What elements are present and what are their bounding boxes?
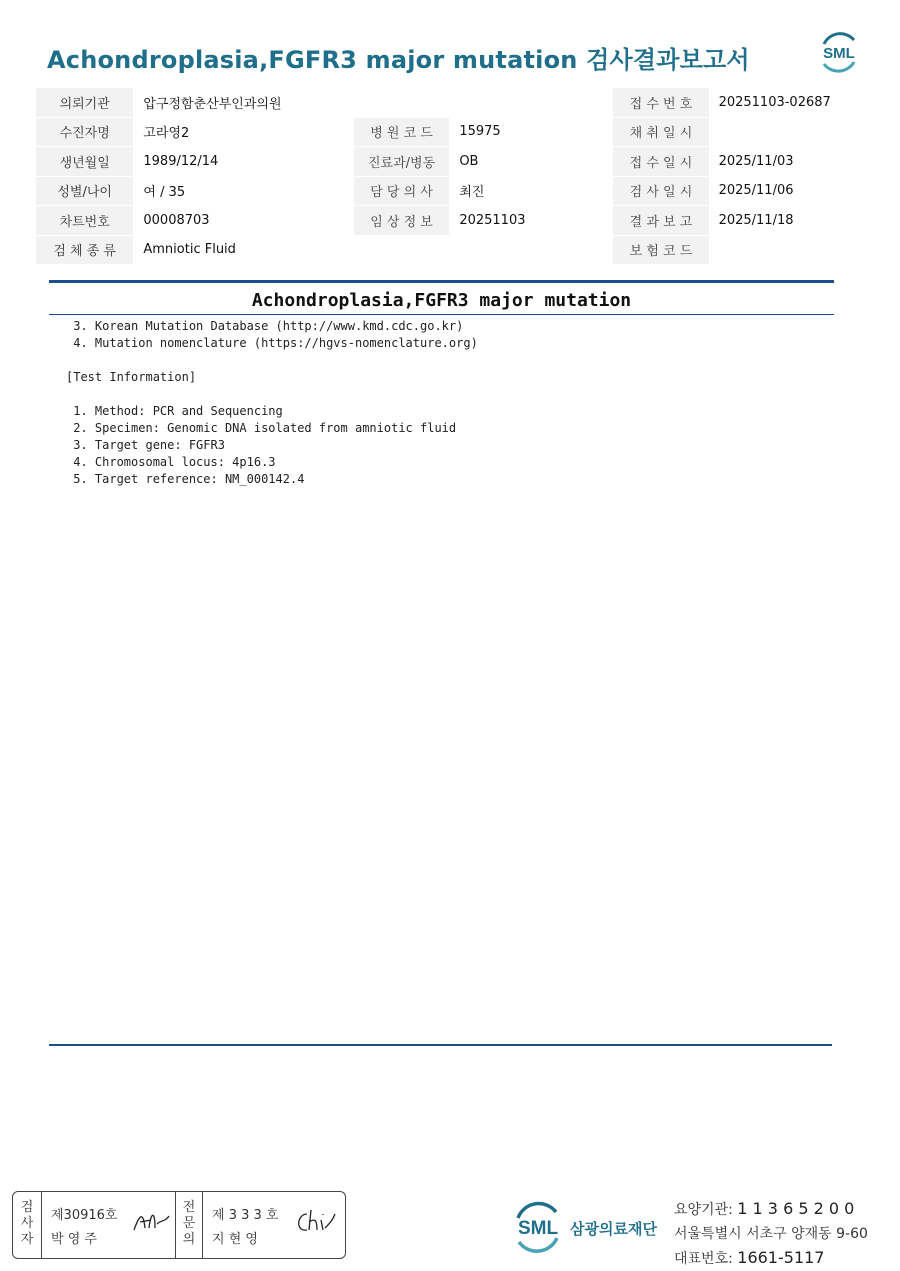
report-line: 2. Specimen: Genomic DNA isolated from amniotic fluid <box>66 421 457 435</box>
signature-label-char: 사 <box>20 1216 34 1231</box>
info-label: 접 수 번 호 <box>613 88 708 117</box>
examiner-name: 박 영 주 <box>51 1232 97 1247</box>
sml-logo <box>816 30 862 74</box>
specialist-signature-image <box>293 1206 337 1236</box>
info-label: 차트번호 <box>36 206 133 236</box>
info-value: 2025/11/06 <box>709 176 864 206</box>
info-value: OB <box>449 147 613 177</box>
info-value <box>449 88 613 117</box>
footer-phone-value: 1661-5117 <box>737 1248 825 1267</box>
info-row <box>36 235 864 265</box>
info-label: 진료과/병동 <box>354 147 450 177</box>
report-line: 4. Chromosomal locus: 4p16.3 <box>66 455 276 469</box>
info-value: 여 / 35 <box>133 176 353 206</box>
info-label: 접 수 일 시 <box>613 147 708 177</box>
footer-phone-label: 대표번호: <box>674 1251 738 1267</box>
examiner-license-no: 제30916호 <box>51 1208 118 1223</box>
info-label <box>354 88 450 117</box>
info-value: 20251103 <box>449 206 613 236</box>
info-label: 수진자명 <box>36 117 133 147</box>
signature-label-char: 문 <box>182 1216 196 1231</box>
section-rule-under-title <box>49 314 834 315</box>
info-label: 의뢰기관 <box>36 88 133 117</box>
info-value: 최진 <box>449 176 613 206</box>
report-line <box>66 386 478 403</box>
info-value: 2025/11/18 <box>709 206 864 236</box>
info-label: 보 험 코 드 <box>613 235 708 265</box>
signature-label-char: 검 <box>20 1200 34 1215</box>
footer-org-name: 삼광의료재단 <box>570 1220 657 1238</box>
examiner-label-col <box>13 1192 42 1258</box>
info-value: 20251103-02687 <box>709 88 864 117</box>
footer-institution-value: 1 1 3 6 5 2 0 0 <box>737 1199 855 1218</box>
signature-label-char: 자 <box>20 1232 34 1247</box>
examiner-signature-image <box>131 1206 171 1236</box>
info-value: 고라영2 <box>133 117 353 147</box>
info-label: 담 당 의 사 <box>354 176 450 206</box>
examiner-label <box>20 1200 34 1248</box>
report-line: 3. Korean Mutation Database (http://www.kmd.cdc.go.kr) <box>66 319 464 333</box>
report-line: [Test Information] <box>66 370 197 384</box>
report-line: 4. Mutation nomenclature (https://hgvs-nomenclature.org) <box>66 336 478 350</box>
info-row <box>36 206 864 236</box>
footer-logo-text: SML <box>517 1218 559 1239</box>
report-line: 5. Target reference: NM_000142.4 <box>66 472 305 486</box>
report-line: 3. Target gene: FGFR3 <box>66 438 225 452</box>
sml-logo-text: SML <box>823 45 855 62</box>
report-line: 1. Method: PCR and Sequencing <box>66 404 283 418</box>
info-label: 채 취 일 시 <box>613 117 708 147</box>
info-row <box>36 88 864 117</box>
page-title: Achondroplasia,FGFR3 major mutation 검사결과보고서 <box>47 46 750 74</box>
report-body-text <box>66 318 478 488</box>
section-rule-top <box>49 280 834 283</box>
specialist-license-no: 제 3 3 3 호 <box>212 1208 279 1223</box>
info-value: Amniotic Fluid <box>133 235 353 265</box>
footer-contact-info <box>674 1197 868 1271</box>
report-line <box>66 352 478 369</box>
info-value: 압구정함춘산부인과의원 <box>133 88 353 117</box>
info-label: 성별/나이 <box>36 176 133 206</box>
footer-sml-logo-icon <box>510 1200 566 1254</box>
footer-institution-label: 요양기관: <box>674 1202 738 1218</box>
info-row <box>36 176 864 206</box>
footer-institution-code <box>674 1197 868 1222</box>
info-value: 15975 <box>449 117 613 147</box>
info-value: 1989/12/14 <box>133 147 353 177</box>
info-value: 2025/11/03 <box>709 147 864 177</box>
info-value <box>709 117 864 147</box>
section-rule-bottom <box>49 1044 832 1046</box>
footer-sml-logo <box>510 1200 566 1254</box>
info-value: 00008703 <box>133 206 353 236</box>
section-title: Achondroplasia,FGFR3 major mutation <box>251 290 632 311</box>
signature-label-char: 전 <box>182 1200 196 1215</box>
info-label: 생년월일 <box>36 147 133 177</box>
signature-label-char: 의 <box>182 1232 196 1247</box>
info-label: 결 과 보 고 <box>613 206 708 236</box>
patient-info-table <box>36 88 864 265</box>
info-label: 임 상 정 보 <box>354 206 450 236</box>
info-label: 병 원 코 드 <box>354 117 450 147</box>
signature-box <box>12 1191 346 1259</box>
footer-address: 서울특별시 서초구 양재동 9-60 <box>674 1226 868 1242</box>
info-value <box>449 235 613 265</box>
info-value <box>709 235 864 265</box>
info-row <box>36 147 864 177</box>
info-row <box>36 117 864 147</box>
footer-phone <box>674 1246 868 1271</box>
info-label: 검 체 종 류 <box>36 235 133 265</box>
specialist-label-col <box>175 1192 203 1258</box>
specialist-name: 지 현 영 <box>212 1232 258 1247</box>
info-label: 검 사 일 시 <box>613 176 708 206</box>
sml-logo-icon <box>816 30 862 74</box>
specialist-label <box>182 1200 196 1248</box>
info-label <box>354 235 450 265</box>
